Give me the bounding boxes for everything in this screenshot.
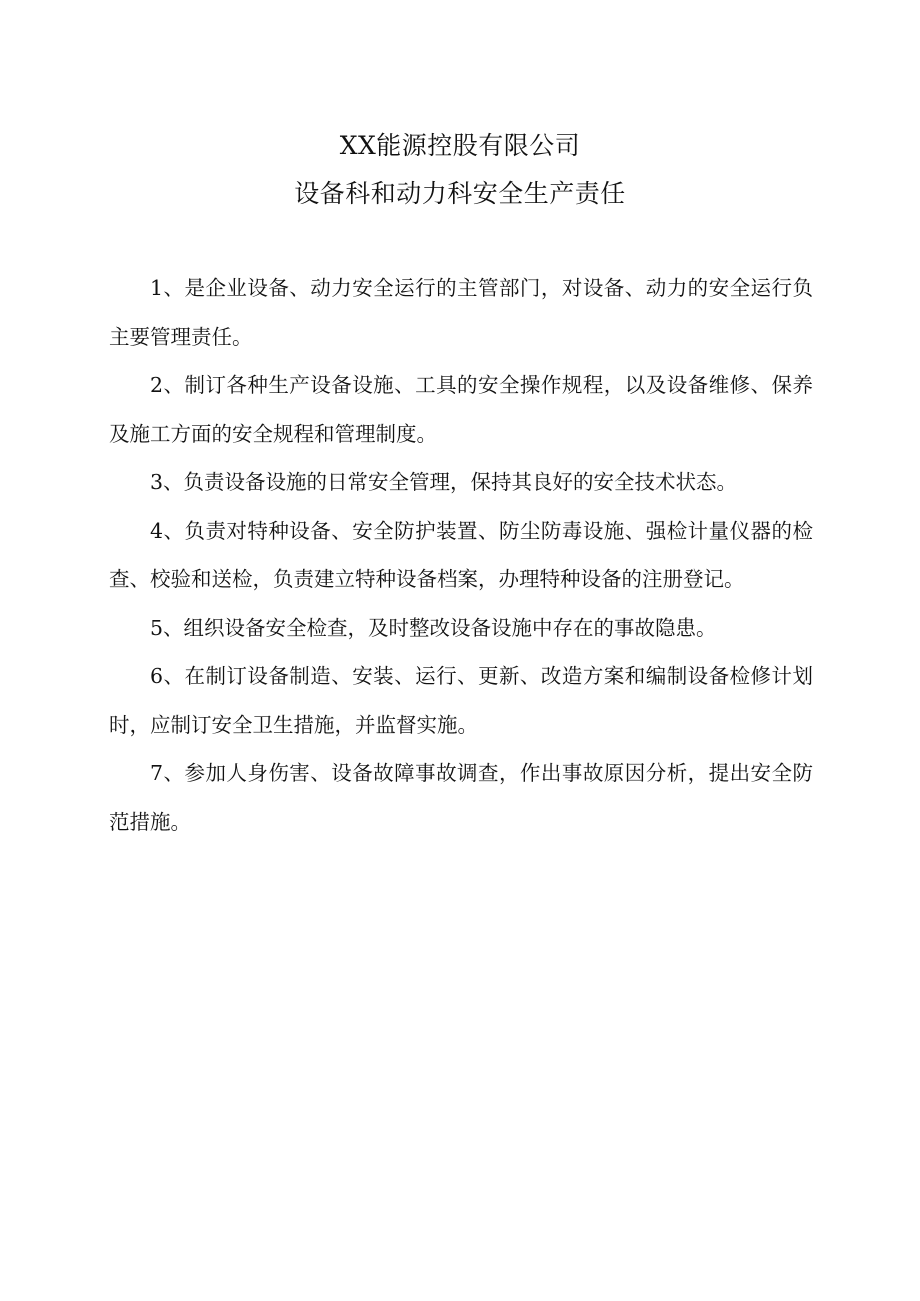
paragraph-3: 3、负责设备设施的日常安全管理，保持其良好的安全技术状态。 xyxy=(150,470,738,494)
paragraph-4: 4、负责对特种设备、安全防护装置、防尘防毒设施、强检计量仪器的检查、校验和送检，负责建立特种设备档案，办理特种设备的注册登记。 xyxy=(109,518,813,591)
document-title: 设备科和动力科安全生产责任 xyxy=(294,179,626,208)
title-block xyxy=(0,122,920,218)
paragraph-5: 5、组织设备安全检查，及时整改设备设施中存在的事故隐患。 xyxy=(150,615,717,640)
company-title: XX能源控股有限公司 xyxy=(339,131,581,160)
paragraph-6: 6、在制订设备制造、安装、运行、更新、改造方案和编制设备检修计划时，应制订安全卫生措施，并监督实施。 xyxy=(109,664,813,737)
paragraph-1: 1、是企业设备、动力安全运行的主管部门，对设备、动力的安全运行负主要管理责任。 xyxy=(109,276,813,349)
paragraph-7: 7、参加人身伤害、设备故障事故调查，作出事故原因分析，提出安全防范措施。 xyxy=(109,761,813,834)
paragraph-2: 2、制订各种生产设备设施、工具的安全操作规程，以及设备维修、保养及施工方面的安全规程和管理制度。 xyxy=(109,373,813,446)
document-body xyxy=(109,264,813,846)
